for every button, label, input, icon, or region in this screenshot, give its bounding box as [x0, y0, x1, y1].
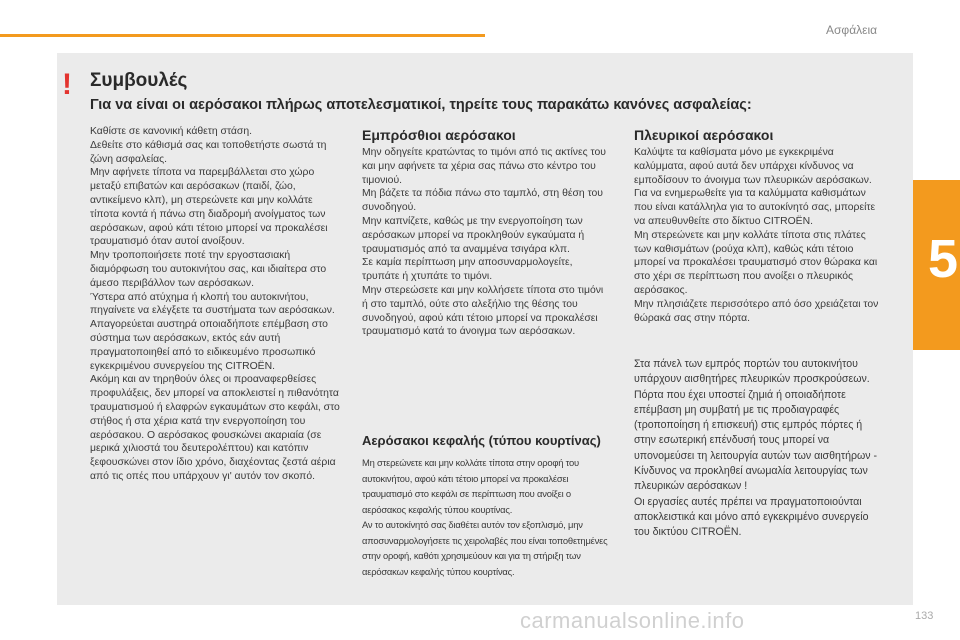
general-advice-text: Καθίστε σε κανονική κάθετη στάση. Δεθείτε στο κάθισμά σας και τοποθετήστε σωστά τη ζώνη ασφαλείας. Μην αφήνετε τίποτα να παρεμβάλλεται στο χώρο μεταξύ επιβατών και αερόσακων (παιδί, ζώο, αντικείμενο κλπ), μη στερεώνετε και μην κολλάτε τίποτα κοντά ή πάνω στη διαδρομή ανοίγματος των αερόσακων, αφού κάτι τέτοιο μπορεί να προκαλέσει τραυματισμό όταν αυτοί ανοίξουν. Μην τροποποιήσετε ποτέ την εργοστασιακή διαμόρφωση του αυτοκινήτου σας, και ιδιαίτερα στο άμεσο περιβάλλον των αερόσακων. Ύστερα από ατύχημα ή κλοπή του αυτοκινήτου, πηγαίνετε να ελέγξετε τα συστήματα των αερόσακων. Απαγορεύεται αυστηρά οποιαδήποτε επέμβαση στο σύστημα των αερόσακων, εκτός εάν αυτή πραγματοποιηθεί από το ειδικευμένο προσωπικό εγκεκριμένου συνεργείου της CITROËN. Ακόμη και αν τηρηθούν όλες οι προαναφερθείσες προφυλάξεις, δεν μπορεί να αποκλειστεί η πιθανότητα τραυματισμού ή ελαφρών εγκαυμάτων στο κεφάλι, στο στήθος ή στα χέρια κατά την ενεργοποίηση του αερόσακου. Ο αερόσακος φουσκώνει ακαριαία (σε μερικά χιλιοστά του δευτερολέπτου) και κατόπιν ξεφουσκώνει στον ίδιο χρόνο, διαχέοντας ζεστά αέρια από τις οπές που υπάρχουν γι' αυτόν τον σκοπό. [90, 126, 340, 482]
page-number: 133 [915, 610, 934, 622]
header-rule [0, 34, 485, 37]
warning-icon: ! [62, 68, 72, 101]
front-airbags-title: Εμπρόσθιοι αερόσακοι [362, 127, 516, 143]
side-airbags-title: Πλευρικοί αερόσακοι [634, 127, 774, 143]
curtain-airbags-title: Αερόσακοι κεφαλής (τύπου κουρτίνας) [362, 433, 601, 448]
section-title: Ασφάλεια [826, 23, 878, 37]
side-airbags-sensors-text: Στα πάνελ των εμπρός πορτών του αυτοκινήτου υπάρχουν αισθητήρες πλευρικών προσκρούσεων. Πόρτα που έχει υποστεί ζημιά ή οποιαδήποτε επέμβαση μη συμβατή με τις προδιαγραφές (τροποποίηση ή επισκευή) στις εμπρός πόρτες ή στην εσωτερική επένδυσή τους μπορεί να υπονομεύσει τη λειτουργία αυτών των αισθητήρων - Κίνδυνος να προκληθεί ανωμαλία λειτουργίας των πλευρικών αερόσακων ! Οι εργασίες αυτές πρέπει να πραγματοποιούνται αποκλειστικά και μόνο από εγκεκριμένο συνεργείο του δικτύου CITROËN. [634, 358, 878, 539]
side-airbags-text: Καλύψτε τα καθίσματα μόνο με εγκεκριμένα καλύμματα, αφού αυτά δεν υπάρχει κίνδυνος να εμποδίσουν το άνοιγμα των πλευρικών αερόσακων. Για να ενημερωθείτε για τα καλύμματα καθισμάτων που είναι κατάλληλα για το αυτοκίνητό σας, μπορείτε να απευθυνθείτε στο δίκτυο CITROËN. Μη στερεώνετε και μην κολλάτε τίποτα στις πλάτες των καθισμάτων (ρούχα κλπ), καθώς κάτι τέτοιο μπορεί να προκαλέσει τραυματισμό στον θώρακα και στο χέρι σε περίπτωση που ανοίξει ο πλευρικός αερόσακος. Μην πλησιάζετε περισσότερο από όσο χρειάζεται τον θώρακά σας στην πόρτα. [634, 147, 879, 324]
curtain-airbags-text: Μη στερεώνετε και μην κολλάτε τίποτα στην οροφή του αυτοκινήτου, αφού κάτι τέτοιο μπορεί να προκαλέσει τραυματισμό στο κεφάλι σε περίπτωση που ανοίξει ο αερόσακος κεφαλής τύπου κουρτίνας. Αν το αυτοκίνητό σας διαθέτει αυτόν τον εξοπλισμό, μην αποσυναρμολογήσετε τις χειρολαβές που είναι τοποθετημένες στην οροφή, καθότι χρησιμεύουν και για τη στήριξη των αερόσακων κεφαλής τύπου κουρτίνας. [362, 457, 608, 577]
front-airbags-text: Μην οδηγείτε κρατώντας το τιμόνι από τις ακτίνες του και μην αφήνετε τα χέρια σας πάνω στο κέντρο του τιμονιού. Μη βάζετε τα πόδια πάνω στο ταμπλό, στη θέση του συνοδηγού. Μην καπνίζετε, καθώς με την ενεργοποίηση των αερόσακων μπορεί να προκληθούν εγκαύματα ή τραυματισμός από τα αναμμένα τσιγάρα κλπ. Σε καμία περίπτωση μην αποσυναρμολογείτε, τρυπάτε ή χτυπάτε το τιμόνι. Μην στερεώσετε και μην κολλήσετε τίποτα στο τιμόνι ή στο ταμπλό, ούτε στο αλεξήλιο της θέσης του συνοδηγού, αφού κάτι τέτοιο μπορεί να προκαλέσει τραυματισμό κατά το άνοιγμα των αερόσακων. [362, 147, 606, 338]
page-subtitle: Για να είναι οι αερόσακοι πλήρως αποτελεσματικοί, τηρείτε τους παρακάτω κανόνες ασφαλείας: [90, 97, 752, 113]
watermark: carmanualsonline.info [520, 608, 745, 633]
chapter-number: 5 [928, 229, 959, 289]
page-title: Συμβουλές [90, 70, 188, 91]
